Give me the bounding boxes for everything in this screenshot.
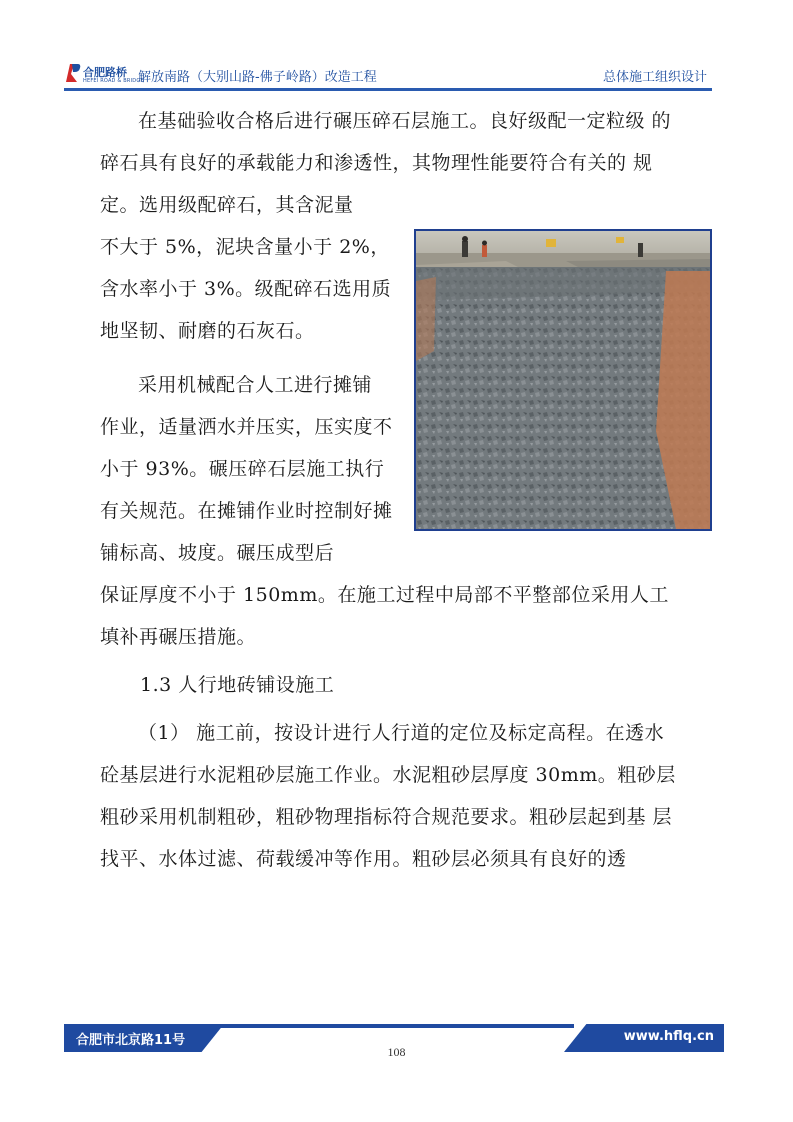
paragraph-line: 有关规范。在摊铺作业时控制好摊 xyxy=(100,500,393,522)
gravel-photo-graphic xyxy=(416,231,710,529)
section-title: 总体施工组织设计 xyxy=(602,70,707,85)
footer-divider xyxy=(214,1024,574,1028)
header-divider xyxy=(64,88,712,91)
company-logo xyxy=(64,62,144,88)
page-header xyxy=(0,0,793,95)
footer-address: 合肥市北京路11号 xyxy=(76,1033,186,1048)
footer-website: www.hflq.cn xyxy=(623,1029,714,1044)
paragraph-line: 定。选用级配碎石，其含泥量 xyxy=(100,194,354,216)
paragraph-line: 作业，适量洒水并压实，压实度不 xyxy=(100,416,393,438)
section-heading: 1.3 人行地砖铺设施工 xyxy=(140,674,335,696)
logo-subtext: HEFEI ROAD & BRIDGE xyxy=(83,78,144,84)
paragraph-line: 找平、水体过滤、荷载缓冲等作用。粗砂层必须具有良好的透 xyxy=(100,848,627,870)
company-logo-icon xyxy=(64,62,82,84)
paragraph-line: 碎石具有良好的承载能力和渗透性，其物理性能要符合有关的 规 xyxy=(100,152,653,174)
gravel-layer-photo xyxy=(414,229,712,531)
paragraph-line: 不大于 5%，泥块含量小于 2%， xyxy=(100,236,390,258)
project-title: 解放南路（大别山路-佛子岭路）改造工程 xyxy=(138,70,377,85)
paragraph-line: 填补再碾压措施。 xyxy=(100,626,257,648)
paragraph-line: 保证厚度不小于 150mm。在施工过程中局部不平整部位采用人工 xyxy=(100,584,669,606)
paragraph-line: 在基础验收合格后进行碾压碎石层施工。良好级配一定粒级 的 xyxy=(138,110,672,132)
logo-text: 合肥路桥 xyxy=(83,66,127,79)
page-number: 108 xyxy=(387,1045,406,1059)
paragraph-line: 采用机械配合人工进行摊铺 xyxy=(138,374,373,396)
paragraph-line: 粗砂采用机制粗砂，粗砂物理指标符合规范要求。粗砂层起到基 层 xyxy=(100,806,673,828)
paragraph-line: 铺标高、坡度。碾压成型后 xyxy=(100,542,335,564)
paragraph-line: 砼基层进行水泥粗砂层施工作业。水泥粗砂层厚度 30mm。粗砂层 xyxy=(100,764,676,786)
paragraph-line: 含水率小于 3%。级配碎石选用质 xyxy=(100,278,392,300)
paragraph-line: （1） 施工前，按设计进行人行道的定位及标定高程。在透水 xyxy=(138,722,665,744)
paragraph-line: 地坚韧、耐磨的石灰石。 xyxy=(100,320,315,342)
paragraph-line: 小于 93%。碾压碎石层施工执行 xyxy=(100,458,385,480)
